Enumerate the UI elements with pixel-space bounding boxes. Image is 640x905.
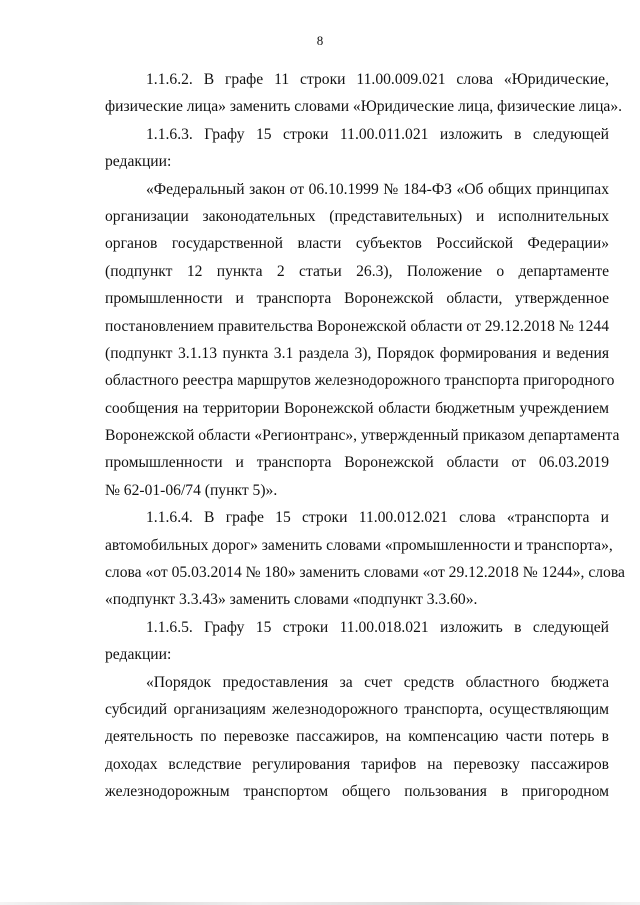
- paragraph-line: доходах вследствие регулирования тарифов на перевозку пассажиров: [105, 755, 609, 773]
- paragraph-line: слова «от 05.03.2014 № 180» заменить словами «от 29.12.2018 № 1244», слова: [105, 564, 625, 582]
- quoted-text-federal-law: [105, 176, 620, 505]
- paragraph-line: промышленности и транспорта Воронежской области, утвержденное: [105, 290, 609, 308]
- paragraph-line: железнодорожным транспортом общего пользования в пригородном: [105, 783, 609, 801]
- page-number: 8: [316, 33, 324, 48]
- paragraph-line: автомобильных дорог» заменить словами «промышленности и транспорта»,: [105, 536, 613, 554]
- paragraph-line: областного реестра маршрутов железнодорожного транспорта пригородного: [105, 372, 615, 390]
- paragraph-line: 1.1.6.2. В графе 11 строки 11.00.009.021 слова «Юридические,: [146, 71, 609, 88]
- paragraph-line: редакции:: [105, 646, 172, 664]
- paragraph-line: (подпункт 12 пункта 2 статьи 26.3), Положение о департаменте: [105, 262, 609, 280]
- paragraph-line: деятельность по перевозке пассажиров, на компенсацию части потерь в: [105, 728, 609, 746]
- paragraph-line: субсидий организациям железнодорожного транспорта, осуществляющим: [105, 700, 609, 718]
- paragraph-line: Воронежской области «Регионтранс», утвержденный приказом департамента: [105, 427, 620, 445]
- paragraph-line: «Федеральный закон от 06.10.1999 № 184-ФЗ «Об общих принципах: [146, 180, 609, 198]
- quoted-text-procedure: [105, 669, 609, 806]
- paragraph-1-1-6-3: [105, 121, 609, 176]
- paragraph-line: № 62-01-06/74 (пункт 5)».: [105, 481, 278, 499]
- document-body: [105, 66, 625, 806]
- paragraph-line: 1.1.6.3. Графу 15 строки 11.00.011.021 изложить в следующей: [146, 125, 609, 143]
- paragraph-line: (подпункт 3.1.13 пункта 3.1 раздела 3), Порядок формирования и ведения: [105, 344, 609, 362]
- paragraph-line: 1.1.6.5. Графу 15 строки 11.00.018.021 изложить в следующей: [146, 618, 609, 636]
- paragraph-line: редакции:: [105, 153, 172, 171]
- paragraph-line: органов государственной власти субъектов Российской Федерации»: [105, 235, 609, 253]
- paragraph-line: «Порядок предоставления за счет средств областного бюджета: [146, 673, 609, 691]
- paragraph-line: сообщения на территории Воронежской области бюджетным учреждением: [105, 399, 609, 417]
- paragraph-line: промышленности и транспорта Воронежской области от 06.03.2019: [105, 454, 609, 472]
- paragraph-1-1-6-5: [105, 614, 609, 669]
- paragraph-line: 1.1.6.4. В графе 15 строки 11.00.012.021 слова «транспорта и: [146, 509, 609, 527]
- paragraph-1-1-6-4: [105, 504, 625, 614]
- paragraph-line: физические лица» заменить словами «Юридические лица, физические лица».: [105, 98, 623, 116]
- paragraph-line: постановлением правительства Воронежской области от 29.12.2018 № 1244: [105, 317, 609, 335]
- paragraph-line: организации законодательных (представительных) и исполнительных: [105, 207, 609, 225]
- paragraph-1-1-6-2: [105, 66, 623, 121]
- paragraph-line: «подпункт 3.3.43» заменить словами «подпункт 3.3.60».: [105, 591, 478, 609]
